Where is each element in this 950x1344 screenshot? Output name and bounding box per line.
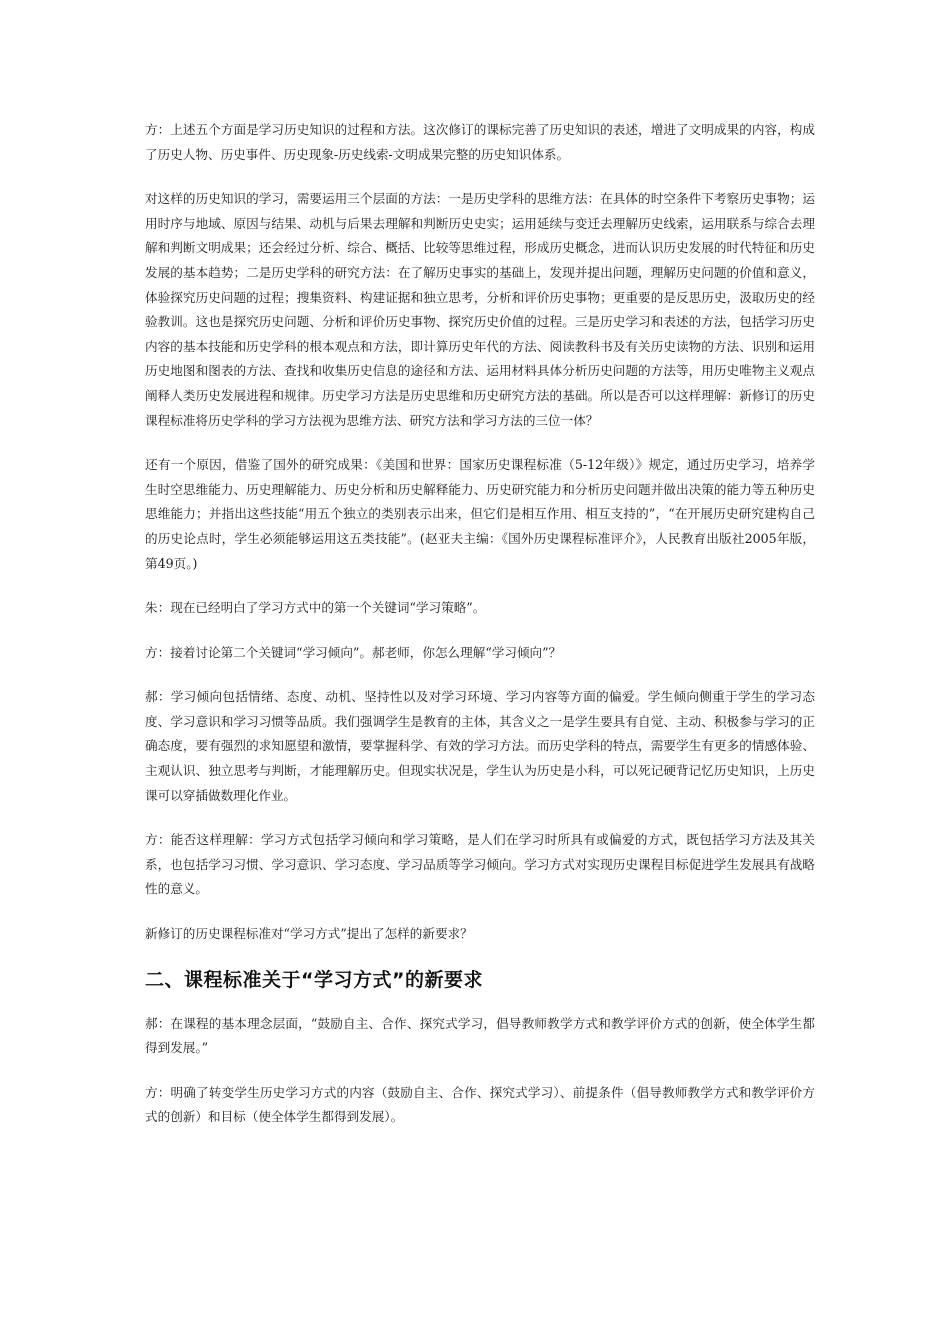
document-body [145, 118, 815, 1150]
paragraph: 方：接着讨论第二个关键词“学习倾向”。郝老师，你怎么理解“学习倾向”？ [145, 644, 562, 660]
paragraph: 方：明确了转变学生历史学习方式的内容（鼓励自主、合作、探究式学习）、前提条件（倡导教师教学方式和教学评价方式的创新）和目标（使全体学生都得到发展）。 [145, 1084, 815, 1125]
section-heading: 二、课程标准关于“学习方式”的新要求 [145, 968, 483, 991]
paragraph: 还有一个原因，借鉴了国外的研究成果：《美国和世界：国家历史课程标准（5-12年级）》规定，通过历史学习，培养学生时空思维能力、历史理解能力、历史分析和历史解释能力、历史研究能力和分析历史问题并做出决策的能力等五种历史思维能力；并指出这些技能“用五个独立的类别表示出来，但它们是相互作用、相互支持的”，“在开展历史研究建构自己的历史论点时，学生必须能够运用这五类技能”。(赵亚夫主编：《国外历史课程标准评介》，人民教育出版社2005年版，第49页。) [145, 457, 815, 571]
paragraph: 方：能否这样理解：学习方式包括学习倾向和学习策略，是人们在学习时所具有或偏爱的方式，既包括学习方法及其关系，也包括学习习惯、学习意识、学习态度、学习品质等学习倾向。学习方式对实现历史课程目标促进学生发展具有战略性的意义。 [145, 832, 815, 897]
paragraph: 新修订的历史课程标准对“学习方式”提出了怎样的新要求？ [145, 926, 473, 942]
paragraph: 郝：在课程的基本理念层面，“鼓励自主、合作、探究式学习，倡导教师教学方式和教学评价方式的创新，使全体学生都得到发展。” [145, 1015, 815, 1056]
paragraph: 方：上述五个方面是学习历史知识的过程和方法。这次修订的课标完善了历史知识的表述，增进了文明成果的内容，构成了历史人物、历史事件、历史现象-历史线索-文明成果完整的历史知识体系。 [145, 122, 815, 162]
paragraph: 对这样的历史知识的学习，需要运用三个层面的方法：一是历史学科的思维方法：在具体的时空条件下考察历史事物；运用时序与地域、原因与结果、动机与后果去理解和判断历史史实；运用延续与变迁去理解历史线索，运用联系与综合去理解和判断文明成果；还会经过分析、综合、概括、比较等思维过程，形成历史概念，进而认识历史发展的时代特征和历史发展的基本趋势；二是历史学科的研究方法：在了解历史事实的基础上，发现并提出问题，理解历史问题的价值和意义，体验探究历史问题的过程；搜集资料、构建证据和独立思考，分析和评价历史事物；更重要的是反思历史，汲取历史的经验教训。这也是探究历史问题、分析和评价历史事物、探究历史价值的过程。三是历史学习和表述的方法，包括学习历史内容的基本技能和历史学科的根本观点和方法，即计算历史年代的方法、阅读教科书及有关历史读物的方法、识别和运用历史地图和图表的方法、查找和收集历史信息的途径和方法、运用材料具体分析历史问题的方法等，用历史唯物主义观点阐释人类历史发展进程和规律。历史学习方法是历史思维和历史研究方法的基础。所以是否可以这样理解：新修订的历史课程标准将历史学科的学习方法视为思维方法、研究方法和学习方法的三位一体？ [145, 191, 815, 428]
paragraph: 郝：学习倾向包括情绪、态度、动机、坚持性以及对学习环境、学习内容等方面的偏爱。学生倾向侧重于学生的学习态度、学习意识和学习习惯等品质。我们强调学生是教育的主体，其含义之一是学生要具有自觉、主动、积极参与学习的正确态度，要有强烈的求知愿望和激情，要掌握科学、有效的学习方法。而历史学科的特点，需要学生有更多的情感体验、主观认识、独立思考与判断，才能理解历史。但现实状况是，学生认为历史是小科，可以死记硬背记忆历史知识，上历史课可以穿插做数理化作业。 [145, 689, 815, 803]
paragraph: 朱：现在已经明白了学习方式中的第一个关键词“学习策略”。 [145, 600, 486, 616]
